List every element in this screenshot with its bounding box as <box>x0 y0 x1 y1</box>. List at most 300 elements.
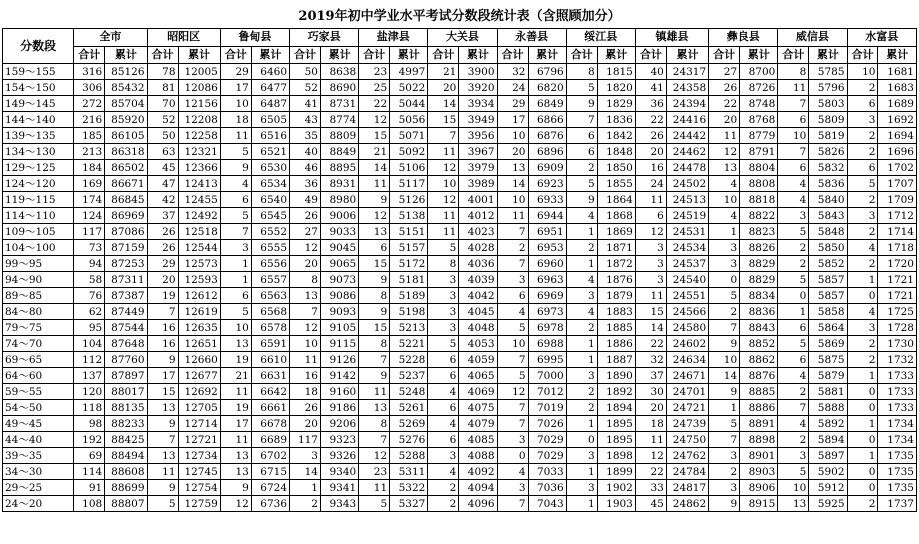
cumulative-cell: 5044 <box>390 96 428 112</box>
subtotal-cell: 21 <box>359 144 390 160</box>
cumulative-cell: 8822 <box>740 208 778 224</box>
cumulative-cell: 6923 <box>528 176 566 192</box>
cumulative-cell: 24817 <box>666 480 708 496</box>
subtotal-cell: 9 <box>220 160 251 176</box>
cumulative-cell: 5181 <box>390 272 428 288</box>
cumulative-cell: 4059 <box>459 352 497 368</box>
table-row <box>3 256 917 272</box>
subtotal-cell: 26 <box>147 240 178 256</box>
subtotal-cell: 2 <box>778 432 809 448</box>
cumulative-cell: 5092 <box>390 144 428 160</box>
subtotal-cell: 9 <box>709 336 740 352</box>
cumulative-cell: 6534 <box>251 176 289 192</box>
subtotal-cell: 5 <box>566 80 597 96</box>
cumulative-cell: 6951 <box>528 224 566 240</box>
cumulative-cell: 5117 <box>390 176 428 192</box>
cumulative-cell: 24551 <box>666 288 708 304</box>
cumulative-cell: 1728 <box>878 320 917 336</box>
subtotal-cell: 5 <box>147 496 178 512</box>
subtotal-cell: 3 <box>635 240 666 256</box>
subtotal-cell: 4 <box>778 416 809 432</box>
cumulative-cell: 1683 <box>878 80 917 96</box>
cumulative-cell: 12005 <box>178 64 220 80</box>
cumulative-cell: 5832 <box>809 160 847 176</box>
table-row <box>3 448 917 464</box>
score-band-cell: 69～65 <box>3 352 74 368</box>
subtotal-cell: 7 <box>359 352 390 368</box>
subtotal-cell: 2 <box>566 160 597 176</box>
cumulative-cell: 6933 <box>528 192 566 208</box>
cumulative-cell: 1895 <box>597 416 635 432</box>
cumulative-cell: 8843 <box>740 320 778 336</box>
cumulative-header: 累计 <box>105 46 147 64</box>
cumulative-cell: 8895 <box>320 160 358 176</box>
cumulative-cell: 24358 <box>666 80 708 96</box>
subtotal-cell: 22 <box>709 96 740 112</box>
cumulative-cell: 12086 <box>178 80 220 96</box>
region-header: 绥江县 <box>566 29 635 47</box>
cumulative-cell: 1815 <box>597 64 635 80</box>
cumulative-cell: 5879 <box>809 368 847 384</box>
subtotal-cell: 6 <box>428 368 459 384</box>
subtotal-cell: 24 <box>497 80 528 96</box>
subtotal-cell: 8 <box>359 288 390 304</box>
subtotal-cell: 213 <box>74 144 105 160</box>
cumulative-cell: 5819 <box>809 128 847 144</box>
cumulative-cell: 1692 <box>878 112 917 128</box>
cumulative-cell: 87544 <box>105 320 147 336</box>
cumulative-cell: 6988 <box>528 336 566 352</box>
cumulative-cell: 6460 <box>251 64 289 80</box>
cumulative-cell: 9326 <box>320 448 358 464</box>
subtotal-cell: 41 <box>635 80 666 96</box>
subtotal-cell: 69 <box>74 448 105 464</box>
cumulative-cell: 1890 <box>597 368 635 384</box>
cumulative-cell: 24502 <box>666 176 708 192</box>
subtotal-cell: 2 <box>566 400 597 416</box>
subtotal-cell: 3 <box>220 240 251 256</box>
cumulative-cell: 12413 <box>178 176 220 192</box>
subtotal-cell: 49 <box>290 192 321 208</box>
subtotal-cell: 120 <box>74 384 105 400</box>
cumulative-cell: 24519 <box>666 208 708 224</box>
subtotal-cell: 14 <box>497 176 528 192</box>
cumulative-cell: 87253 <box>105 256 147 272</box>
subtotal-cell: 13 <box>497 160 528 176</box>
cumulative-cell: 4094 <box>459 480 497 496</box>
cumulative-cell: 6876 <box>528 128 566 144</box>
cumulative-cell: 8804 <box>740 160 778 176</box>
cumulative-cell: 8898 <box>740 432 778 448</box>
cumulative-cell: 4036 <box>459 256 497 272</box>
subtotal-cell: 10 <box>497 128 528 144</box>
subtotal-cell: 7 <box>778 400 809 416</box>
cumulative-cell: 1725 <box>878 304 917 320</box>
cumulative-cell: 6960 <box>528 256 566 272</box>
cumulative-cell: 8891 <box>740 416 778 432</box>
cumulative-cell: 8823 <box>740 224 778 240</box>
cumulative-cell: 6555 <box>251 240 289 256</box>
subtotal-cell: 1 <box>566 256 597 272</box>
subtotal-cell: 81 <box>147 80 178 96</box>
cumulative-cell: 8690 <box>320 80 358 96</box>
subtotal-cell: 21 <box>428 64 459 80</box>
cumulative-cell: 7000 <box>528 368 566 384</box>
subtotal-cell: 9 <box>566 96 597 112</box>
subtotal-cell: 20 <box>497 144 528 160</box>
cumulative-cell: 5869 <box>809 336 847 352</box>
cumulative-cell: 6578 <box>251 320 289 336</box>
subtotal-cell: 17 <box>147 368 178 384</box>
subtotal-cell: 7 <box>497 224 528 240</box>
subtotal-cell: 27 <box>290 224 321 240</box>
subtotal-cell: 91 <box>74 480 105 496</box>
cumulative-cell: 85920 <box>105 112 147 128</box>
cumulative-cell: 1718 <box>878 240 917 256</box>
subtotal-cell: 26 <box>709 80 740 96</box>
subtotal-cell: 1 <box>778 304 809 320</box>
subtotal-cell: 3 <box>778 448 809 464</box>
subtotal-cell: 174 <box>74 192 105 208</box>
subtotal-cell: 29 <box>147 256 178 272</box>
subtotal-cell: 78 <box>147 64 178 80</box>
subtotal-cell: 47 <box>147 176 178 192</box>
cumulative-header: 累计 <box>528 46 566 64</box>
subtotal-cell: 5 <box>220 304 251 320</box>
cumulative-cell: 5843 <box>809 208 847 224</box>
subtotal-cell: 23 <box>359 64 390 80</box>
cumulative-cell: 12754 <box>178 480 220 496</box>
subtotal-cell: 2 <box>847 144 878 160</box>
subtotal-cell: 3 <box>428 272 459 288</box>
subtotal-cell: 1 <box>847 368 878 384</box>
cumulative-cell: 4079 <box>459 416 497 432</box>
subtotal-cell: 13 <box>220 464 251 480</box>
region-header: 昭阳区 <box>147 29 220 47</box>
subtotal-cell: 3 <box>709 480 740 496</box>
subtotal-cell: 137 <box>74 368 105 384</box>
score-band-cell: 154～150 <box>3 80 74 96</box>
subtotal-cell: 4 <box>428 384 459 400</box>
subtotal-cell: 0 <box>847 432 878 448</box>
score-band-cell: 149～145 <box>3 96 74 112</box>
cumulative-cell: 1730 <box>878 336 917 352</box>
cumulative-cell: 5221 <box>390 336 428 352</box>
subtotal-cell: 98 <box>74 416 105 432</box>
cumulative-cell: 1848 <box>597 144 635 160</box>
cumulative-cell: 1876 <box>597 272 635 288</box>
cumulative-cell: 6563 <box>251 288 289 304</box>
cumulative-cell: 4039 <box>459 272 497 288</box>
subtotal-cell: 33 <box>635 480 666 496</box>
cumulative-cell: 87086 <box>105 224 147 240</box>
subtotal-cell: 2 <box>847 224 878 240</box>
subtotal-cell: 20 <box>635 144 666 160</box>
cumulative-cell: 1714 <box>878 224 917 240</box>
subtotal-cell: 7 <box>428 128 459 144</box>
cumulative-cell: 5198 <box>390 304 428 320</box>
table-row <box>3 128 917 144</box>
subtotal-header: 合计 <box>847 46 878 64</box>
cumulative-cell: 8818 <box>740 192 778 208</box>
subtotal-cell: 2 <box>428 496 459 512</box>
table-row <box>3 288 917 304</box>
cumulative-cell: 12619 <box>178 304 220 320</box>
subtotal-cell: 12 <box>220 496 251 512</box>
cumulative-cell: 8808 <box>740 176 778 192</box>
subtotal-cell: 117 <box>290 432 321 448</box>
score-band-cell: 39～35 <box>3 448 74 464</box>
subtotal-cell: 9 <box>359 272 390 288</box>
subtotal-cell: 11 <box>778 80 809 96</box>
cumulative-cell: 5022 <box>390 80 428 96</box>
subtotal-cell: 5 <box>428 336 459 352</box>
subtotal-cell: 27 <box>709 64 740 80</box>
subtotal-cell: 21 <box>220 368 251 384</box>
cumulative-cell: 24537 <box>666 256 708 272</box>
subtotal-cell: 3 <box>847 208 878 224</box>
table-row <box>3 384 917 400</box>
subtotal-cell: 184 <box>74 160 105 176</box>
cumulative-cell: 1899 <box>597 464 635 480</box>
cumulative-cell: 1737 <box>878 496 917 512</box>
cumulative-cell: 5912 <box>809 480 847 496</box>
subtotal-cell: 6 <box>428 352 459 368</box>
table-row <box>3 368 917 384</box>
cumulative-cell: 6978 <box>528 320 566 336</box>
table-row <box>3 176 917 192</box>
score-band-cell: 74～70 <box>3 336 74 352</box>
subtotal-cell: 22 <box>635 112 666 128</box>
cumulative-cell: 4028 <box>459 240 497 256</box>
subtotal-header: 合计 <box>147 46 178 64</box>
subtotal-cell: 37 <box>635 368 666 384</box>
subtotal-cell: 11 <box>709 128 740 144</box>
subtotal-cell: 2 <box>290 496 321 512</box>
cumulative-cell: 5172 <box>390 256 428 272</box>
cumulative-cell: 12544 <box>178 240 220 256</box>
subtotal-cell: 11 <box>359 384 390 400</box>
cumulative-cell: 87449 <box>105 304 147 320</box>
cumulative-cell: 7029 <box>528 432 566 448</box>
subtotal-cell: 7 <box>290 304 321 320</box>
cumulative-cell: 1879 <box>597 288 635 304</box>
cumulative-cell: 8731 <box>320 96 358 112</box>
subtotal-cell: 8 <box>566 64 597 80</box>
cumulative-cell: 1887 <box>597 352 635 368</box>
subtotal-cell: 118 <box>74 400 105 416</box>
cumulative-cell: 8886 <box>740 400 778 416</box>
subtotal-cell: 11 <box>635 288 666 304</box>
cumulative-cell: 6487 <box>251 96 289 112</box>
table-row <box>3 272 917 288</box>
cumulative-cell: 5848 <box>809 224 847 240</box>
region-header: 盐津县 <box>359 29 428 47</box>
subtotal-cell: 4 <box>778 176 809 192</box>
subtotal-cell: 6 <box>847 96 878 112</box>
cumulative-cell: 6702 <box>251 448 289 464</box>
cumulative-cell: 24739 <box>666 416 708 432</box>
table-row <box>3 480 917 496</box>
cumulative-cell: 5071 <box>390 128 428 144</box>
cumulative-cell: 88233 <box>105 416 147 432</box>
cumulative-cell: 9126 <box>320 352 358 368</box>
cumulative-cell: 86969 <box>105 208 147 224</box>
subtotal-cell: 1 <box>847 416 878 432</box>
cumulative-cell: 88017 <box>105 384 147 400</box>
subtotal-cell: 124 <box>74 208 105 224</box>
cumulative-cell: 5857 <box>809 272 847 288</box>
cumulative-cell: 12745 <box>178 464 220 480</box>
cumulative-cell: 1885 <box>597 320 635 336</box>
subtotal-cell: 6 <box>428 432 459 448</box>
cumulative-cell: 4997 <box>390 64 428 80</box>
cumulative-cell: 9105 <box>320 320 358 336</box>
subtotal-cell: 13 <box>778 496 809 512</box>
cumulative-cell: 9323 <box>320 432 358 448</box>
cumulative-cell: 8906 <box>740 480 778 496</box>
subtotal-cell: 3 <box>566 448 597 464</box>
region-header: 鲁甸县 <box>220 29 289 47</box>
subtotal-cell: 11 <box>428 144 459 160</box>
subtotal-cell: 2 <box>566 320 597 336</box>
subtotal-cell: 11 <box>428 224 459 240</box>
subtotal-cell: 3 <box>566 288 597 304</box>
cumulative-cell: 24513 <box>666 192 708 208</box>
subtotal-cell: 20 <box>290 416 321 432</box>
table-row <box>3 144 917 160</box>
cumulative-cell: 9160 <box>320 384 358 400</box>
cumulative-cell: 24721 <box>666 400 708 416</box>
subtotal-cell: 12 <box>428 160 459 176</box>
subtotal-cell: 3 <box>635 256 666 272</box>
table-row <box>3 416 917 432</box>
subtotal-cell: 6 <box>220 288 251 304</box>
subtotal-cell: 2 <box>709 304 740 320</box>
subtotal-cell: 5 <box>778 464 809 480</box>
cumulative-cell: 1733 <box>878 400 917 416</box>
subtotal-cell: 2 <box>847 80 878 96</box>
subtotal-cell: 10 <box>220 320 251 336</box>
cumulative-cell: 8862 <box>740 352 778 368</box>
cumulative-cell: 8852 <box>740 336 778 352</box>
subtotal-cell: 46 <box>290 160 321 176</box>
subtotal-cell: 3 <box>428 320 459 336</box>
subtotal-cell: 2 <box>566 384 597 400</box>
subtotal-cell: 11 <box>220 128 251 144</box>
subtotal-cell: 26 <box>635 128 666 144</box>
cumulative-cell: 9045 <box>320 240 358 256</box>
cumulative-cell: 12635 <box>178 320 220 336</box>
cumulative-cell: 5875 <box>809 352 847 368</box>
subtotal-header: 合计 <box>497 46 528 64</box>
subtotal-cell: 4 <box>709 208 740 224</box>
cumulative-cell: 9065 <box>320 256 358 272</box>
cumulative-cell: 24394 <box>666 96 708 112</box>
cumulative-cell: 1702 <box>878 160 917 176</box>
subtotal-cell: 9 <box>359 304 390 320</box>
subtotal-cell: 9 <box>359 368 390 384</box>
subtotal-cell: 104 <box>74 336 105 352</box>
subtotal-cell: 1 <box>566 416 597 432</box>
cumulative-cell: 6556 <box>251 256 289 272</box>
cumulative-cell: 5311 <box>390 464 428 480</box>
table-row <box>3 320 917 336</box>
cumulative-cell: 87311 <box>105 272 147 288</box>
score-band-cell: 59～55 <box>3 384 74 400</box>
subtotal-cell: 5 <box>497 368 528 384</box>
cumulative-cell: 8834 <box>740 288 778 304</box>
subtotal-cell: 4 <box>847 304 878 320</box>
cumulative-cell: 24862 <box>666 496 708 512</box>
subtotal-cell: 2 <box>847 128 878 144</box>
subtotal-cell: 0 <box>778 288 809 304</box>
cumulative-cell: 8774 <box>320 112 358 128</box>
subtotal-cell: 0 <box>847 288 878 304</box>
score-band-cell: 54～50 <box>3 400 74 416</box>
table-row <box>3 224 917 240</box>
subtotal-cell: 11 <box>635 432 666 448</box>
table-title: 2019年初中学业水平考试分数段统计表（含照顾加分） <box>298 9 621 24</box>
subtotal-cell: 0 <box>847 384 878 400</box>
cumulative-cell: 1902 <box>597 480 635 496</box>
subtotal-cell: 10 <box>290 336 321 352</box>
score-band-cell: 139～135 <box>3 128 74 144</box>
subtotal-cell: 2 <box>428 480 459 496</box>
subtotal-cell: 4 <box>709 176 740 192</box>
subtotal-cell: 4 <box>847 240 878 256</box>
subtotal-cell: 11 <box>220 432 251 448</box>
cumulative-cell: 1732 <box>878 352 917 368</box>
cumulative-cell: 1829 <box>597 96 635 112</box>
subtotal-cell: 14 <box>359 160 390 176</box>
cumulative-cell: 5858 <box>809 304 847 320</box>
cumulative-cell: 6963 <box>528 272 566 288</box>
cumulative-cell: 1696 <box>878 144 917 160</box>
subtotal-header: 合计 <box>778 46 809 64</box>
cumulative-cell: 5228 <box>390 352 428 368</box>
cumulative-header: 累计 <box>809 46 847 64</box>
subtotal-cell: 40 <box>290 144 321 160</box>
subtotal-cell: 50 <box>147 128 178 144</box>
cumulative-cell: 1689 <box>878 96 917 112</box>
subtotal-cell: 9 <box>709 384 740 400</box>
cumulative-cell: 88425 <box>105 432 147 448</box>
subtotal-cell: 4 <box>778 192 809 208</box>
cumulative-cell: 5276 <box>390 432 428 448</box>
cumulative-cell: 4001 <box>459 192 497 208</box>
cumulative-cell: 1898 <box>597 448 635 464</box>
subtotal-cell: 40 <box>635 64 666 80</box>
cumulative-header: 累计 <box>390 46 428 64</box>
region-header: 威信县 <box>778 29 847 47</box>
cumulative-cell: 1735 <box>878 480 917 496</box>
cumulative-cell: 24462 <box>666 144 708 160</box>
subtotal-cell: 14 <box>428 96 459 112</box>
subtotal-cell: 18 <box>220 112 251 128</box>
subtotal-cell: 15 <box>359 320 390 336</box>
subtotal-cell: 14 <box>709 368 740 384</box>
cumulative-cell: 8901 <box>740 448 778 464</box>
cumulative-cell: 86671 <box>105 176 147 192</box>
cumulative-cell: 4045 <box>459 304 497 320</box>
subtotal-cell: 10 <box>497 192 528 208</box>
subtotal-cell: 11 <box>290 352 321 368</box>
cumulative-cell: 5785 <box>809 64 847 80</box>
cumulative-cell: 12518 <box>178 224 220 240</box>
subtotal-cell: 11 <box>147 464 178 480</box>
cumulative-cell: 1720 <box>878 256 917 272</box>
